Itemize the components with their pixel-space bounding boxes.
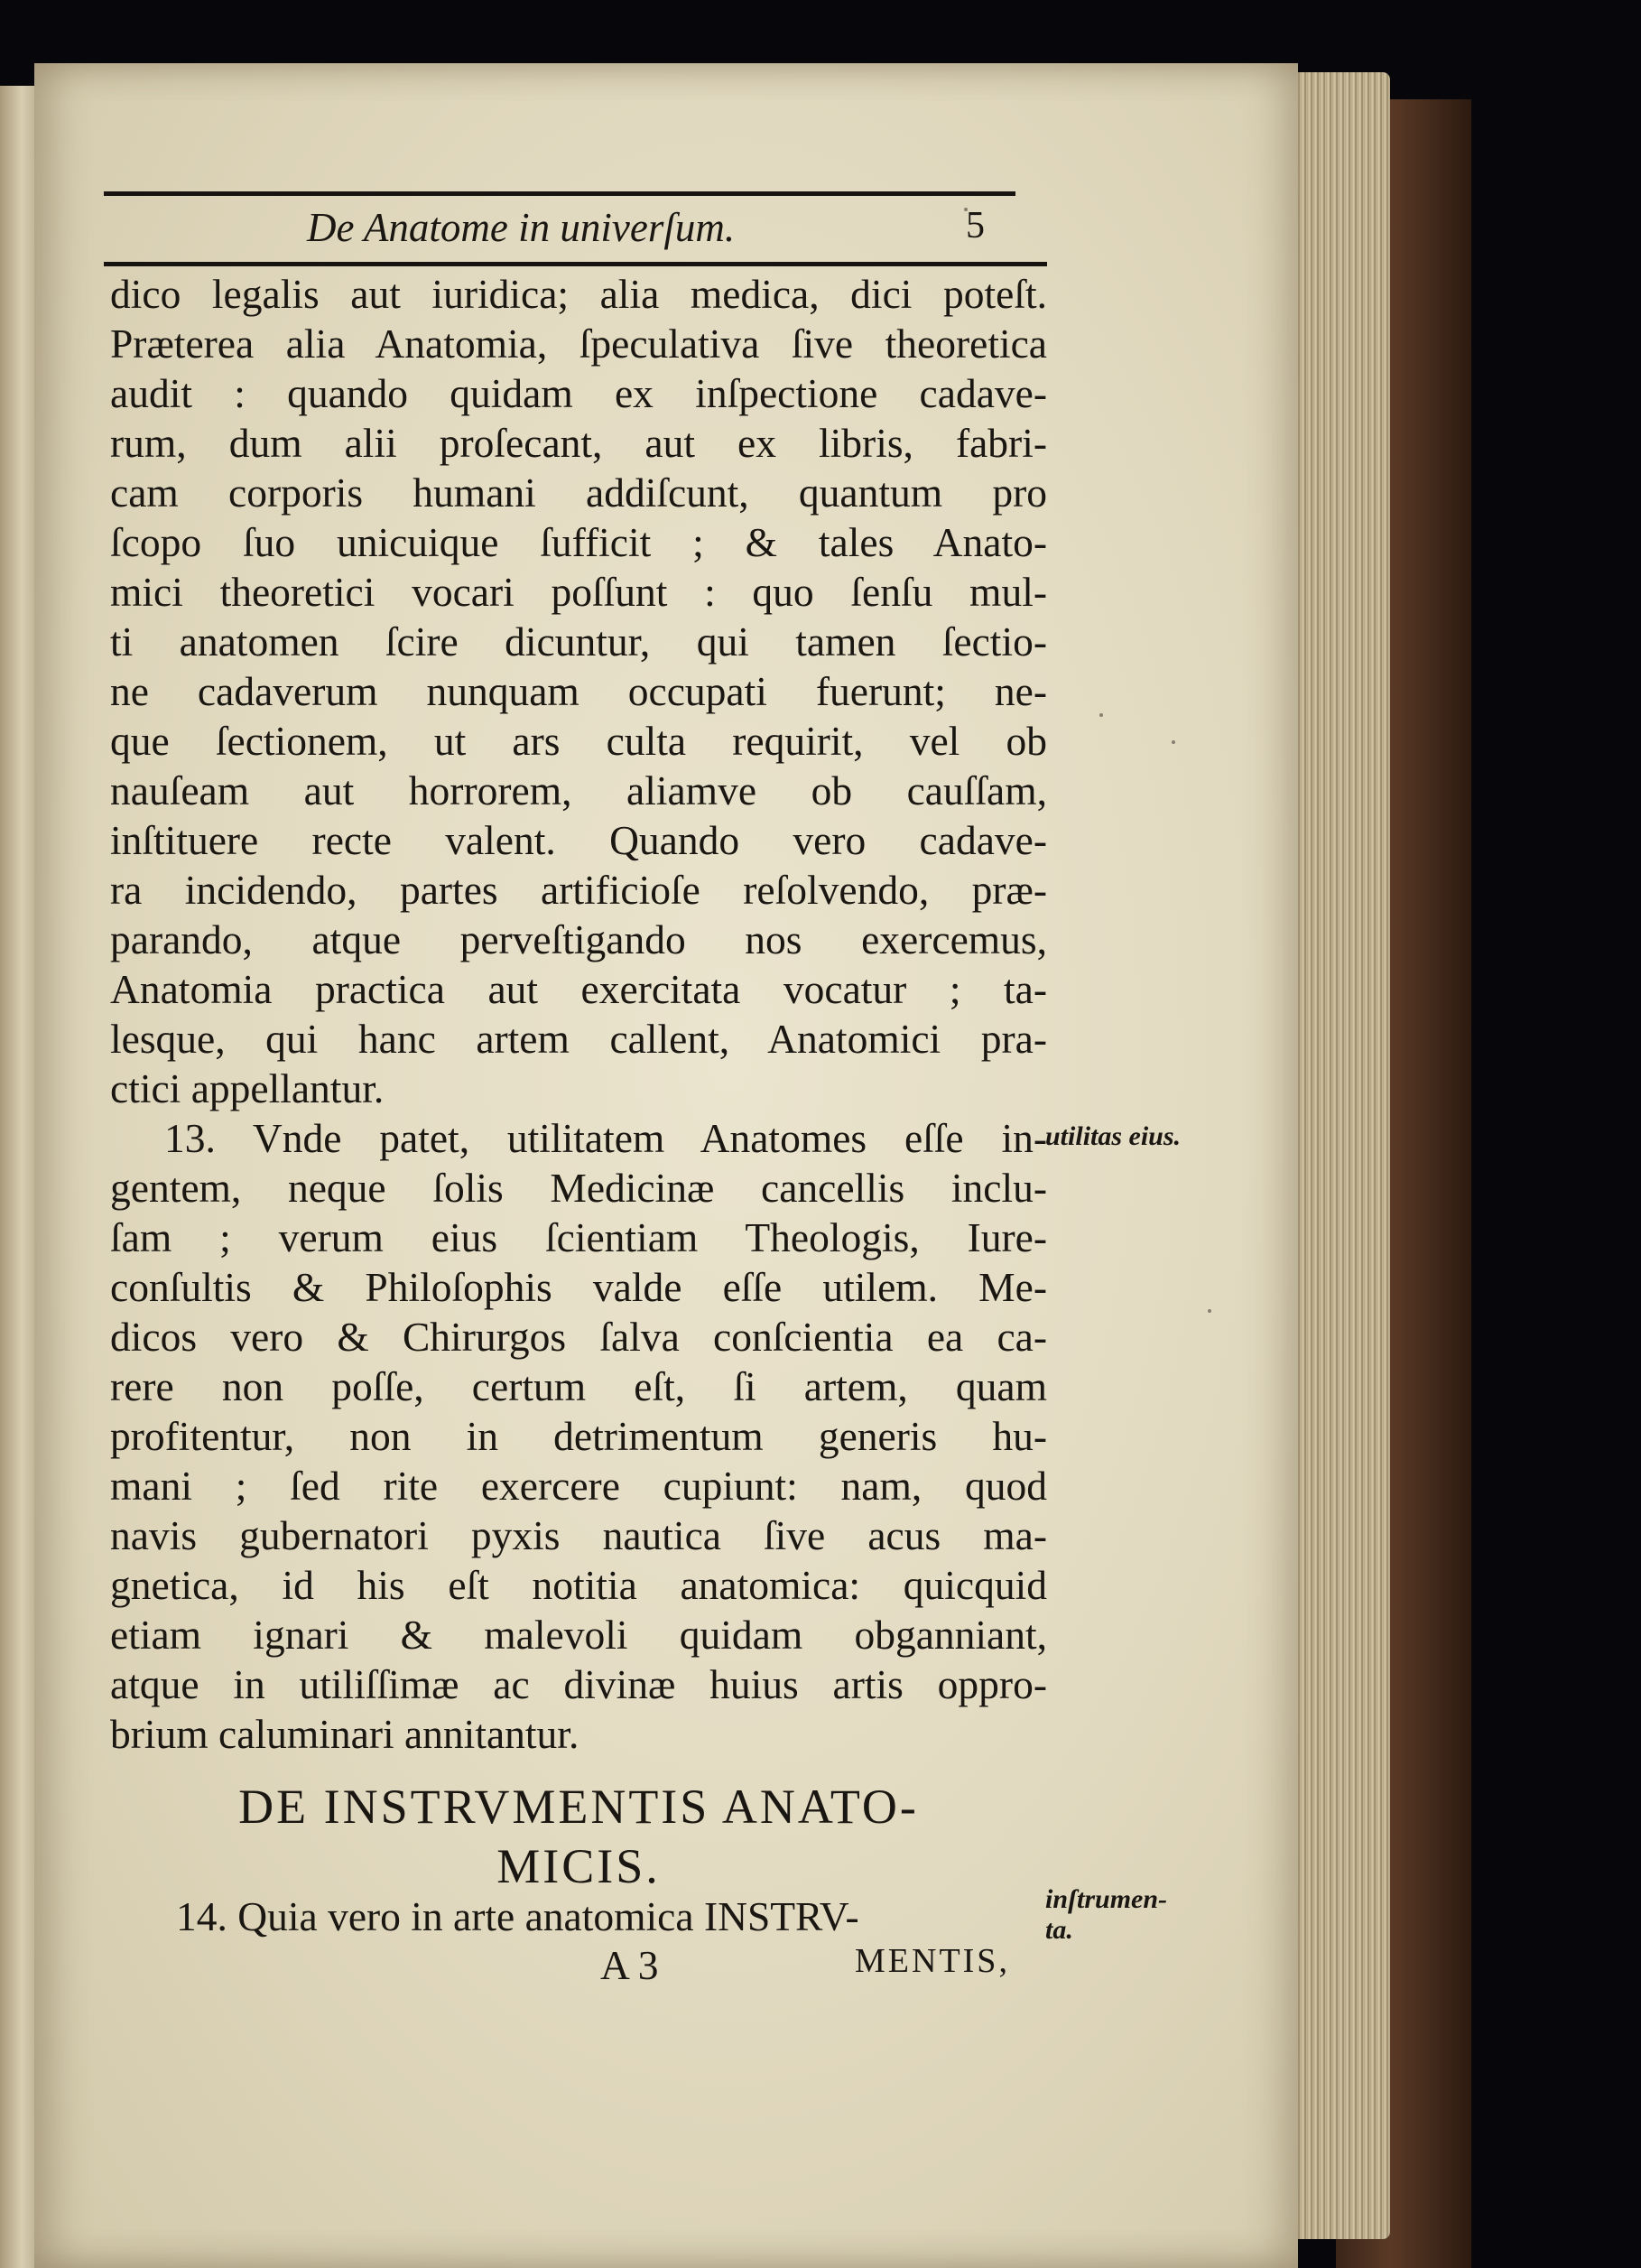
- text-line: ti anatomen ſcire dicuntur, qui tamen ſectio-: [110, 618, 1047, 665]
- text-line: navis gubernatori pyxis nautica ſive acus ma-: [110, 1512, 1047, 1558]
- text-line: Præterea alia Anatomia, ſpeculativa ſive theoretica: [110, 321, 1047, 367]
- paragraph-14-start: 14. Quia vero in arte anatomica INSTRV-: [176, 1893, 859, 1939]
- text-line: cam corporis humani addiſcunt, quantum pro: [110, 469, 1047, 516]
- text-line: inſtituere recte valent. Quando vero cadave-: [110, 817, 1047, 863]
- text-line: profitentur, non in detrimentum generis hu-: [110, 1413, 1047, 1459]
- text-line: brium caluminari annitantur.: [110, 1711, 579, 1757]
- text-line: gentem, neque ſolis Medicinæ cancellis inclu-: [110, 1165, 1047, 1211]
- running-title: De Anatome in univerſum.: [307, 205, 736, 250]
- catchword: MENTIS,: [855, 1942, 1010, 1980]
- text-line: etiam ignari & malevoli quidam obganniant,: [110, 1612, 1047, 1658]
- margin-note-utilitas: utilitas eius.: [1045, 1121, 1182, 1151]
- text-line: ſcopo ſuo unicuique ſufficit ; & tales Anato-: [110, 519, 1047, 565]
- text-line: gnetica, id his eſt notitia anatomica: quicquid: [110, 1562, 1047, 1608]
- text-line: dico legalis aut iuridica; alia medica, dici poteſt.: [110, 271, 1047, 317]
- paper-speck: [1172, 740, 1175, 744]
- text-line: rere non poſſe, certum eſt, ſi artem, quam: [110, 1363, 1047, 1409]
- signature-mark: A 3: [600, 1942, 659, 1988]
- header-rule-top: [104, 191, 1015, 196]
- text-line: conſultis & Philoſophis valde eſſe utilem. Me-: [110, 1264, 1047, 1310]
- margin-note-instrumenta-end: ta.: [1045, 1915, 1073, 1945]
- section-heading-line: MICIS.: [496, 1839, 661, 1893]
- text-line: audit : quando quidam ex inſpectione cadave-: [110, 370, 1047, 416]
- paper-speck: [1208, 1309, 1211, 1313]
- text-line: atque in utiliſſimæ ac divinæ huius artis oppro-: [110, 1661, 1047, 1707]
- page-edges: [1282, 72, 1390, 2239]
- text-line: ſam ; verum eius ſcientiam Theologis, Iure-: [110, 1214, 1047, 1260]
- text-line: mani ; ſed rite exercere cupiunt: nam, quod: [110, 1463, 1047, 1509]
- page-number: 5: [966, 205, 985, 246]
- body-text: [110, 269, 1047, 1759]
- left-page-edge: [0, 86, 36, 2268]
- paper-speck: [1099, 713, 1103, 717]
- section-heading-line: DE INSTRVMENTIS ANATO-: [238, 1780, 919, 1834]
- text-line: nauſeam aut horrorem, aliamve ob cauſſam,: [110, 767, 1047, 813]
- text-line: ne cadaverum nunquam occupati fuerunt; ne-: [110, 668, 1047, 714]
- text-line: ra incidendo, partes artificioſe reſolvendo, præ-: [110, 867, 1047, 913]
- text-line: mici theoretici vocari poſſunt : quo ſenſu mul-: [110, 569, 1047, 615]
- text-line: rum, dum alii proſecant, aut ex libris, fabri-: [110, 420, 1047, 466]
- section-heading: [110, 1777, 1047, 1896]
- paragraph-13-start: 13. Vnde patet, utilitatem Anatomes eſſe in-: [164, 1115, 1047, 1161]
- text-line: ctici appellantur.: [110, 1065, 385, 1111]
- margin-note-instrumenta: inſtrumen-: [1045, 1884, 1168, 1914]
- text-line: lesque, qui hanc artem callent, Anatomici pra-: [110, 1016, 1047, 1062]
- text-line: que ſectionem, ut ars culta requirit, vel ob: [110, 718, 1047, 764]
- text-line: dicos vero & Chirurgos ſalva conſcientia ea ca-: [110, 1314, 1047, 1360]
- text-line: parando, atque perveſtigando nos exercemus,: [110, 916, 1047, 962]
- header-rule-bottom: [104, 262, 1047, 266]
- text-line: Anatomia practica aut exercitata vocatur ; ta-: [110, 966, 1047, 1012]
